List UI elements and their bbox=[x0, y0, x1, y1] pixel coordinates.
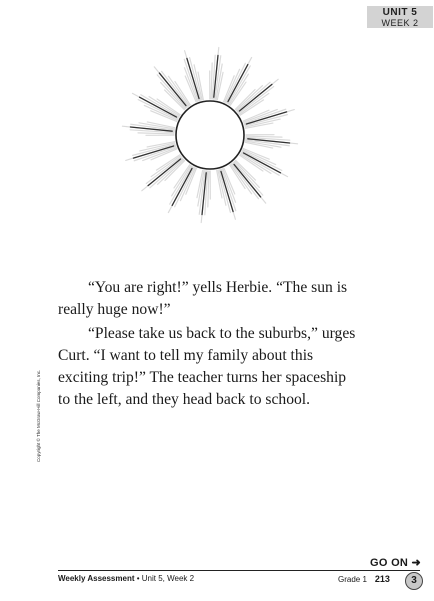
sun-ray bbox=[159, 73, 186, 106]
sun-circle bbox=[176, 101, 244, 169]
sun-ray bbox=[234, 164, 261, 197]
story-paragraph: “Please take us back to the suburbs,” urges Curt. “I want to tell my family about this exciting trip!” The teacher turns her spaceship to the left, and they head back to school. bbox=[58, 325, 356, 408]
sun-ray bbox=[239, 84, 272, 111]
unit-label: UNIT 5 bbox=[382, 7, 418, 18]
footer-divider bbox=[58, 570, 420, 571]
page-number: 213 bbox=[374, 574, 390, 584]
sun-ray-shade bbox=[146, 157, 181, 184]
go-on-label: GO ON ➜ bbox=[370, 557, 422, 569]
sun-ray-shade bbox=[232, 164, 259, 199]
sun-ray-shade bbox=[211, 63, 212, 99]
footer-title bbox=[58, 574, 194, 583]
story-paragraph: “You are right!” yells Herbie. “The sun is really huge now!” bbox=[58, 279, 348, 318]
sun-ray-shade bbox=[246, 136, 282, 137]
week-label: WEEK 2 bbox=[381, 18, 419, 28]
grade-label: Grade 1 bbox=[338, 575, 367, 584]
sun-ray-shade bbox=[162, 71, 189, 106]
sun-ray bbox=[148, 159, 181, 186]
unit-week-label: • Unit 5, Week 2 bbox=[136, 574, 195, 583]
page-badge: 3 bbox=[405, 572, 423, 590]
unit-week-tab bbox=[367, 6, 433, 28]
assessment-label: Weekly Assessment bbox=[58, 574, 135, 583]
footer-grade-page bbox=[338, 574, 390, 584]
sun-ray-shade bbox=[138, 133, 174, 134]
sun-ray-shade bbox=[208, 171, 209, 207]
sun-ray-shade bbox=[239, 87, 274, 114]
story-text bbox=[58, 277, 358, 411]
sun-illustration bbox=[110, 40, 310, 230]
copyright-notice: Copyright © The McGraw-Hill Companies, Inc. bbox=[36, 369, 41, 462]
